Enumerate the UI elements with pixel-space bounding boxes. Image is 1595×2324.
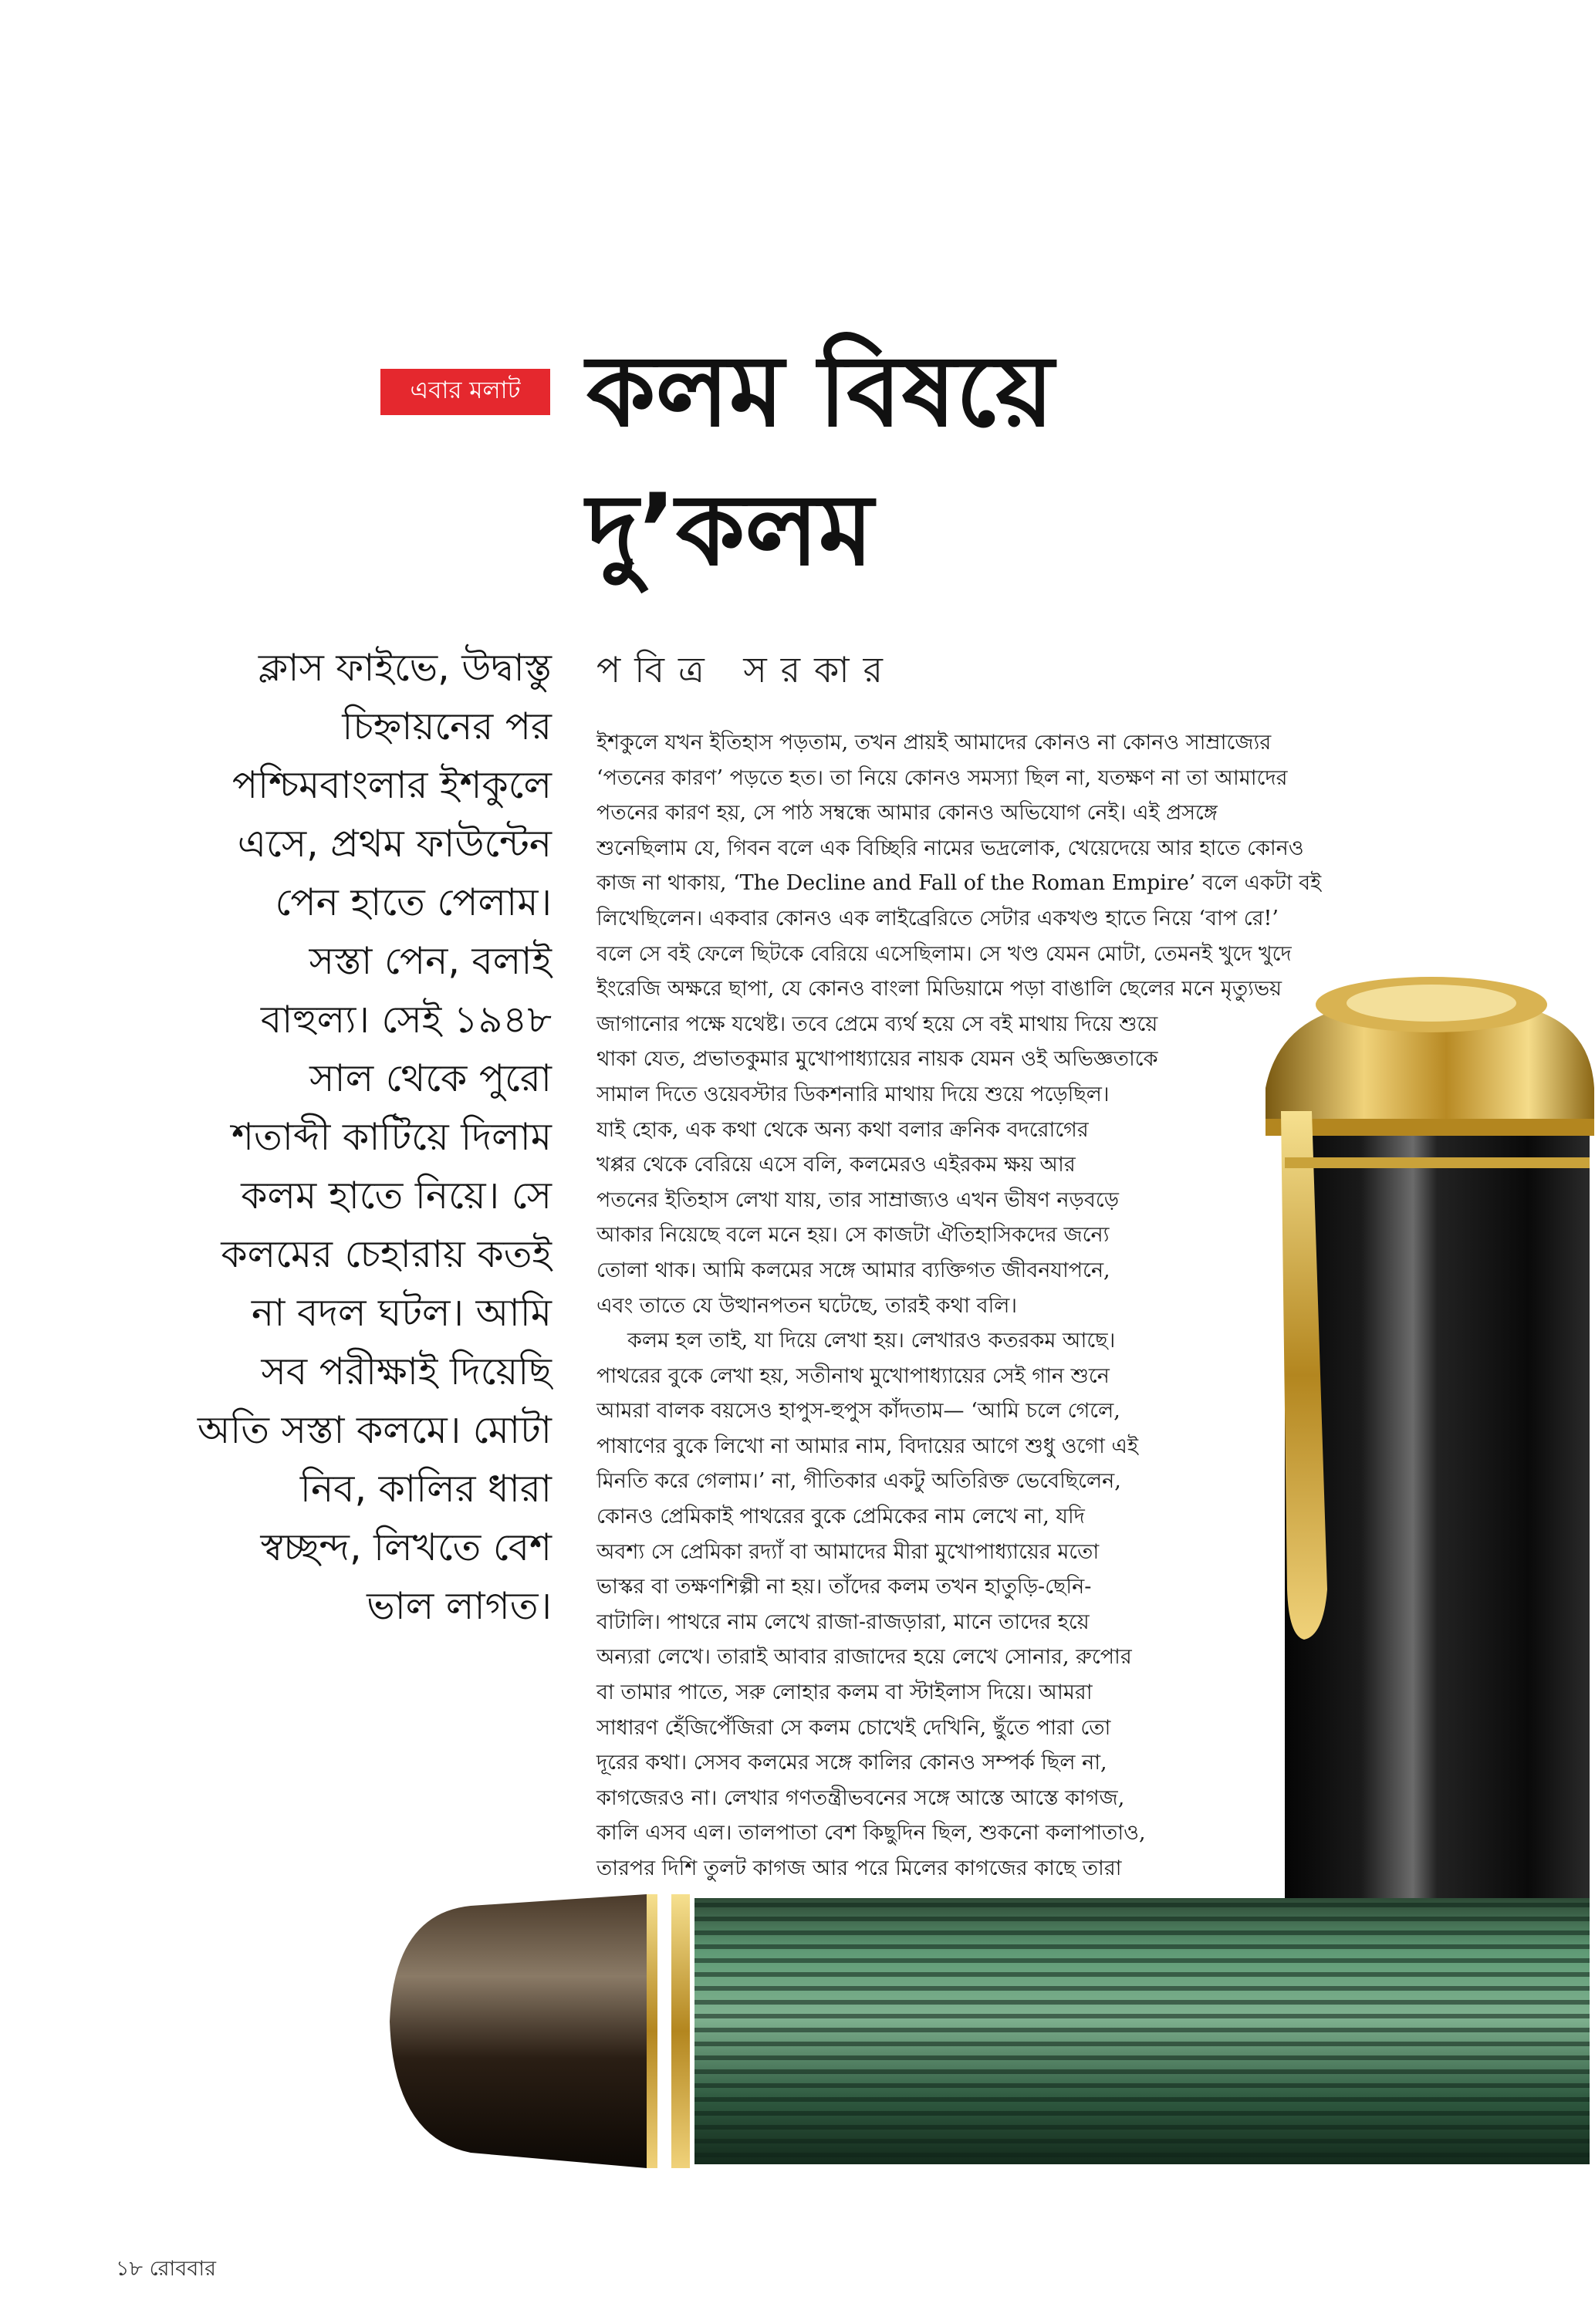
body-line: অবশ্য সে প্রেমিকা রদ্যাঁ বা আমাদের মীরা মুখোপাধ্যায়ের মতো: [596, 1539, 1100, 1564]
body-line: কোনও প্রেমিকাই পাথরের বুকে প্রেমিকের নাম লেখে না, যদি: [596, 1505, 1085, 1529]
body-line: সামাল দিতে ওয়েবস্টার ডিকশনারি মাথায় দিয়ে শুয়ে পড়েছিল।: [596, 1082, 1110, 1106]
body-line: ‘পতনের কারণ’ পড়তে হত। তা নিয়ে কোনও সমস্যা ছিল না, যতক্ষণ না তা আমাদের: [596, 765, 1288, 790]
pullquote-line: কলমের চেহারায় কতই: [221, 1232, 552, 1276]
pullquote-line: এসে, প্রথম ফাউন্টেন: [237, 822, 552, 866]
pullquote-line: ভাল লাগত।: [367, 1584, 552, 1628]
pullquote-line: না বদল ঘটল। আমি: [251, 1291, 552, 1335]
body-line: আকার নিয়েছে বলে মনে হয়। সে কাজটা ঐতিহাসিকদের জন্যে: [596, 1223, 1110, 1248]
pullquote-line: শতাব্দী কাটিয়ে দিলাম: [231, 1115, 552, 1159]
body-line: বাটালি। পাথরে নাম লেখে রাজা-রাজড়ারা, মানে তাদের হয়ে: [596, 1610, 1090, 1634]
body-line: ভাস্কর বা তক্ষণশিল্পী না হয়। তাঁদের কলম তখন হাতুড়ি-ছেনি-: [596, 1575, 1092, 1599]
pullquote-line: নিব, কালির ধারা: [299, 1467, 552, 1511]
article-title: [586, 323, 1512, 600]
body-line: এবং তাতে যে উত্থানপতন ঘটেছে, তারই কথা বলি।: [596, 1293, 1018, 1318]
body-line: মিনতি করে গেলাম।’ না, গীতিকার একটু অতিরিক্ত ভেবেছিলেন,: [596, 1469, 1121, 1494]
body-line: শুনেছিলাম যে, গিবন বলে এক বিচ্ছিরি নামের ভদ্রলোক, খেয়েদেয়ে আর হাতে কোনও: [596, 836, 1304, 860]
body-line: কলম হল তাই, যা দিয়ে লেখা হয়। লেখারও কতরকম আছে।: [627, 1329, 1116, 1353]
body-line: লিখেছিলেন। একবার কোনও এক লাইব্রেরিতে সেটার একখণ্ড হাতে নিয়ে ‘বাপ রে!’: [596, 906, 1279, 931]
pullquote-line: অতি সস্তা কলমে। মোটা: [197, 1408, 552, 1452]
body-line: অন্যরা লেখে। তারাই আবার রাজাদের হয়ে লেখে সোনার, রুপোর: [596, 1645, 1132, 1670]
body-line: ইশকুলে যখন ইতিহাস পড়তাম, তখন প্রায়ই আমাদের কোনও না কোনও সাম্রাজ্যের: [596, 731, 1272, 755]
pullquote-line: বাহুল্য। সেই ১৯৪৮: [260, 998, 552, 1042]
section-label: এবার মলাট: [380, 369, 550, 415]
body-line: তোলা থাক। আমি কলমের সঙ্গে আমার ব্যক্তিগত জীবনযাপনে,: [596, 1258, 1110, 1282]
body-line: আমরা বালক বয়সেও হাপুস-হুপুস কাঁদতাম— ‘আমি চলে গেলে,: [596, 1399, 1120, 1424]
pullquote-line: ক্লাস ফাইভে, উদ্বাস্তু: [258, 646, 552, 690]
body-line: থাকা যেত, প্রভাতকুমার মুখোপাধ্যায়ের নায়ক যেমন ওই অভিজ্ঞতাকে: [596, 1047, 1158, 1072]
page-folio: ১৮ রোববার: [116, 2257, 216, 2281]
pullquote-line: পেন হাতে পেলাম।: [275, 880, 552, 924]
body-line: তারপর দিশি তুলট কাগজ আর পরে মিলের কাগজের কাছে তারা: [596, 1856, 1122, 1880]
pullquote-line: সব পরীক্ষাই দিয়েছি: [261, 1349, 552, 1393]
pullquote-line: স্বচ্ছন্দ, লিখতে বেশ: [260, 1525, 552, 1569]
pullquote-line: পশ্চিমবাংলার ইশকুলে: [231, 763, 552, 807]
author-byline: পবিত্র সরকার: [596, 649, 897, 691]
body-line: সাধারণ হেঁজিপেঁজিরা সে কলম চোখেই দেখিনি, ছুঁতে পারা তো: [596, 1715, 1111, 1740]
body-line: কাগজেরও না। লেখার গণতন্ত্রীভবনের সঙ্গে আস্তে আস্তে কাগজ,: [596, 1785, 1125, 1810]
body-line: পতনের ইতিহাস লেখা যায়, তার সাম্রাজ্যও এখন ভীষণ নড়বড়ে: [596, 1187, 1119, 1212]
pull-quote: [143, 639, 552, 1636]
body-line: বা তামার পাতে, সরু লোহার কলম বা স্টাইলাস দিয়ে। আমরা: [596, 1681, 1093, 1705]
article-body: [596, 725, 1507, 1887]
pullquote-line: চিহ্নায়নের পর: [342, 704, 552, 748]
title-line-1: কলম বিষয়ে: [586, 334, 1054, 449]
pullquote-line: সস্তা পেন, বলাই: [309, 939, 552, 983]
body-line: পাষাণের বুকে লিখো না আমার নাম, বিদায়ের আগে শুধু ওগো এই: [596, 1434, 1138, 1458]
title-line-2: দু’কলম: [586, 473, 874, 588]
body-line: পতনের কারণ হয়, সে পাঠ সম্বন্ধে আমার কোনও অভিযোগ নেই। এই প্রসঙ্গে: [596, 801, 1218, 826]
body-line: কালি এসব এল। তালপাতা বেশ কিছুদিন ছিল, শুকনো কলাপাতাও,: [596, 1821, 1146, 1846]
body-line: খপ্পর থেকে বেরিয়ে এসে বলি, কলমেরও এইরকম ক্ষয় আর: [596, 1153, 1076, 1177]
body-line: জাগানোর পক্ষে যথেষ্ট। তবে প্রেমে ব্যর্থ হয়ে সে বই মাথায় দিয়ে শুয়ে: [596, 1012, 1158, 1036]
body-line: কাজ না থাকায়, ‘The Decline and Fall of the Roman Empire’ বলে একটা বই: [596, 871, 1322, 896]
pullquote-line: সাল থেকে পুরো: [309, 1056, 552, 1100]
body-line: যাই হোক, এক কথা থেকে অন্য কথা বলার ক্রনিক বদরোগের: [596, 1117, 1089, 1142]
pen-barrel-graphic: [390, 1894, 1590, 2168]
body-line: বলে সে বই ফেলে ছিটকে বেরিয়ে এসেছিলাম। সে খণ্ড যেমন মোটা, তেমনই খুদে খুদে: [596, 941, 1292, 966]
body-line: দূরের কথা। সেসব কলমের সঙ্গে কালির কোনও সম্পর্ক ছিল না,: [596, 1751, 1107, 1775]
body-line: ইংরেজি অক্ষরে ছাপা, যে কোনও বাংলা মিডিয়ামে পড়া বাঙালি ছেলের মনে মৃত্যুভয়: [596, 977, 1282, 1002]
body-line: পাথরের বুকে লেখা হয়, সতীনাথ মুখোপাধ্যায়ের সেই গান শুনে: [596, 1363, 1110, 1388]
pullquote-line: কলম হাতে নিয়ে। সে: [241, 1174, 552, 1218]
